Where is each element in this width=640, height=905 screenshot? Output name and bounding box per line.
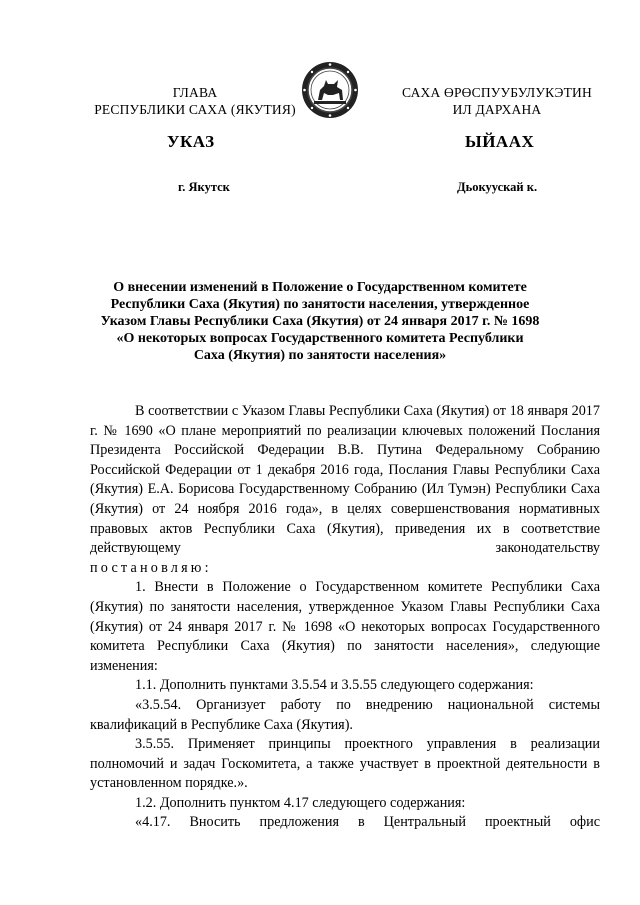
title-line: «О некоторых вопросах Государственного комитета Республики	[116, 331, 524, 346]
document-title	[100, 279, 540, 364]
sakha-emblem-icon	[300, 60, 360, 120]
header-right-line2: ИЛ ДАРХАНА	[452, 102, 542, 117]
decree-word: постановляю:	[90, 559, 212, 576]
header-left-line2: РЕСПУБЛИКИ САХА (ЯКУТИЯ)	[94, 102, 296, 117]
document-body	[90, 402, 600, 833]
item-4-17: «4.17. Вносить предложения в Центральный проектный офис	[135, 814, 600, 831]
header-left-line1: ГЛАВА	[172, 85, 218, 100]
item-1-2: 1.2. Дополнить пунктом 4.17 следующего содержания:	[135, 794, 466, 811]
item-3-5-55: 3.5.55. Применяет принципы проектного управления в реализации полномочий и задач Госкомитета, а также участвует в проектной деятельности в установленном порядке.».	[90, 736, 600, 792]
city-ru: г. Якутск	[178, 180, 230, 194]
title-line: Указом Главы Республики Саха (Якутия) от 24 января 2017 г. № 1698	[100, 314, 540, 329]
intro-paragraph: В соответствии с Указом Главы Республики Саха (Якутия) от 18 января 2017 г. № 1690 «О плане мероприятий по реализации ключевых положений Послания Президента Российской Федерации В.В. Путина Федеральному Собранию Российской Федерации от 1 декабря 2016 года, Послания Главы Республики Саха (Якутия) Е.А. Борисова Государственному Собранию (Ил Тумэн) Республики Саха (Якутия) от 24 ноября 2016 года», в целях совершенствования нормативных правовых актов Республики Саха (Якутия), приведения их в соответствие действующему законодательству	[90, 403, 600, 557]
title-line: О внесении изменений в Положение о Государственном комитете	[113, 280, 527, 295]
decree-title-ru: УКАЗ	[167, 132, 215, 151]
item-1: 1. Внести в Положение о Государственном комитете Республики Саха (Якутия) по занятости населения, утвержденное Указом Главы Республики Саха (Якутия) от 24 января 2017 г. № 1698 «О некоторых вопросах Государственного комитета Республики Саха (Якутия) по занятости населения», следующие изменения:	[90, 579, 600, 674]
title-line: Республики Саха (Якутия) по занятости населения, утвержденное	[110, 297, 530, 312]
header-left-block	[80, 84, 310, 118]
decree-title-sakha: ЫЙААХ	[465, 132, 535, 151]
header-right-line1: САХА ӨРӨСПУУБУЛУКЭТИН	[402, 85, 592, 100]
header-right-block	[392, 84, 602, 118]
item-1-1: 1.1. Дополнить пунктами 3.5.54 и 3.5.55 следующего содержания:	[135, 677, 534, 694]
city-sakha: Дьокуускай к.	[457, 180, 538, 194]
title-line: Саха (Якутия) по занятости населения»	[193, 348, 447, 363]
item-3-5-54: «3.5.54. Организует работу по внедрению национальной системы квалификаций в Республике Саха (Якутия).	[90, 696, 600, 733]
